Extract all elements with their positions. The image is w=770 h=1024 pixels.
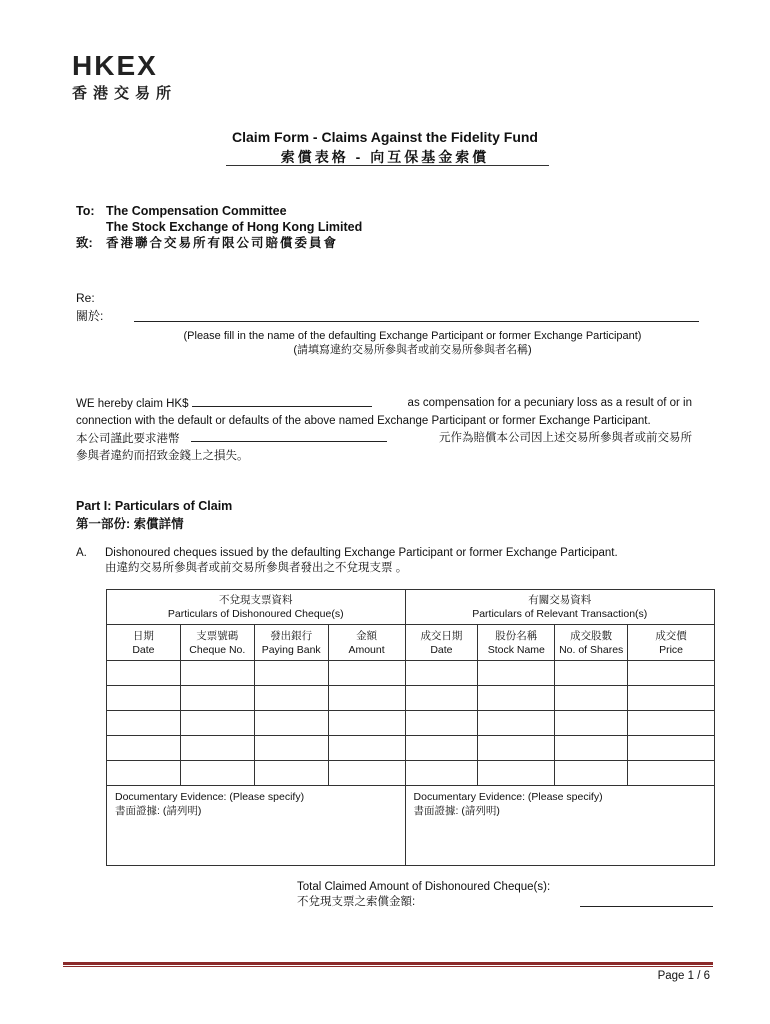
addressee-block (76, 203, 362, 251)
hkex-logo: HKEX (72, 50, 158, 81)
claim-text-zh-c: 參與者違約而招致金錢上之損失。 (76, 450, 249, 462)
cheque-evidence-label-zh: 書面證據: (請列明) (115, 805, 202, 817)
col-header-date: 日期 Date (107, 625, 181, 661)
section-a-text-en: Dishonoured cheques issued by the defaulting Exchange Participant or former Exchange Participant. (105, 547, 618, 559)
table-row (107, 711, 715, 736)
col-header-price: 成交價 Price (628, 625, 715, 661)
cheque-evidence-field[interactable] (107, 786, 406, 866)
cheque-evidence-label-en: Documentary Evidence: (Please specify) (115, 791, 305, 803)
re-label-chinese: 關於: (76, 309, 104, 323)
claim-amount-field[interactable] (192, 395, 372, 407)
addressee-line-1: The Compensation Committee (106, 204, 287, 218)
claim-amount-field-zh[interactable] (191, 430, 387, 442)
to-label-chinese: 致: (76, 236, 93, 250)
hkex-logo-chinese: 香港交易所 (72, 85, 178, 102)
total-label-zh: 不兌現支票之索償金額: (297, 896, 416, 908)
re-note-en: (Please fill in the name of the defaulting Exchange Participant or former Exchange Participant) (183, 330, 642, 342)
total-amount-field[interactable] (580, 906, 713, 907)
col-header-shares: 成交股數 No. of Shares (555, 625, 628, 661)
col-header-cheque-no: 支票號碼 Cheque No. (180, 625, 254, 661)
section-a-letter: A. (76, 547, 87, 559)
transaction-evidence-label-zh: 書面證據: (請列明) (413, 805, 500, 817)
claim-text-en-a: WE hereby claim HK$ (76, 398, 189, 410)
claim-text-zh-b: 元作為賠償本公司因上述交易所參與者或前交易所 (439, 432, 692, 444)
form-title: Claim Form - Claims Against the Fidelity Fund (232, 129, 538, 145)
transaction-group-header (405, 590, 714, 625)
transaction-evidence-field[interactable] (405, 786, 714, 866)
claim-text-zh-a: 本公司謹此要求港幣 (76, 433, 180, 445)
total-label-en: Total Claimed Amount of Dishonoured Cheque(s): (297, 881, 551, 893)
addressee-chinese: 香港聯合交易所有限公司賠償委員會 (106, 236, 339, 250)
footer-rule-thin (63, 966, 713, 967)
transaction-group-zh: 有關交易資料 (528, 594, 592, 606)
participant-name-field[interactable] (134, 321, 699, 322)
col-header-stock-name: 股份名稱 Stock Name (478, 625, 555, 661)
claim-text-en-b: as compensation for a pecuniary loss as a result of or in (407, 397, 692, 409)
table-row (107, 686, 715, 711)
col-header-transaction-date: 成交日期 Date (405, 625, 478, 661)
cheque-group-header (107, 590, 406, 625)
table-row (107, 661, 715, 686)
part-1-title: Part I: Particulars of Claim (76, 499, 233, 513)
title-underline (226, 165, 549, 166)
section-a-text-zh: 由違約交易所參與者或前交易所參與者發出之不兌現支票 。 (105, 562, 408, 574)
transaction-evidence-label-en: Documentary Evidence: (Please specify) (413, 791, 603, 803)
claim-statement (76, 395, 692, 465)
re-label: Re: (76, 291, 95, 305)
page-number: Page 1 / 6 (657, 970, 710, 982)
cheque-group-zh: 不兌現支票資料 (219, 594, 293, 606)
claim-text-en-c: connection with the default or defaults of the above named Exchange Participant or former Exchange Participant. (76, 415, 651, 427)
addressee-line-2: The Stock Exchange of Hong Kong Limited (106, 220, 363, 234)
dishonoured-cheques-table (106, 589, 715, 866)
re-instruction (0, 329, 770, 357)
part-1-heading (76, 497, 232, 533)
transaction-group-en: Particulars of Relevant Transaction(s) (472, 608, 648, 620)
footer-rule (63, 962, 713, 965)
total-claimed-block (297, 880, 550, 910)
col-header-amount: 金額 Amount (328, 625, 405, 661)
table-row (107, 761, 715, 786)
part-1-title-zh: 第一部份: 索償詳情 (76, 517, 184, 531)
to-label: To: (76, 204, 95, 218)
re-block (76, 289, 103, 325)
re-note-zh: (請填寫違約交易所參與者或前交易所參與者名稱) (293, 344, 532, 356)
form-title-chinese: 索償表格 - 向互保基金索償 (280, 149, 490, 165)
col-header-paying-bank: 發出銀行 Paying Bank (254, 625, 328, 661)
cheque-group-en: Particulars of Dishonoured Cheque(s) (167, 608, 344, 620)
table-row (107, 736, 715, 761)
